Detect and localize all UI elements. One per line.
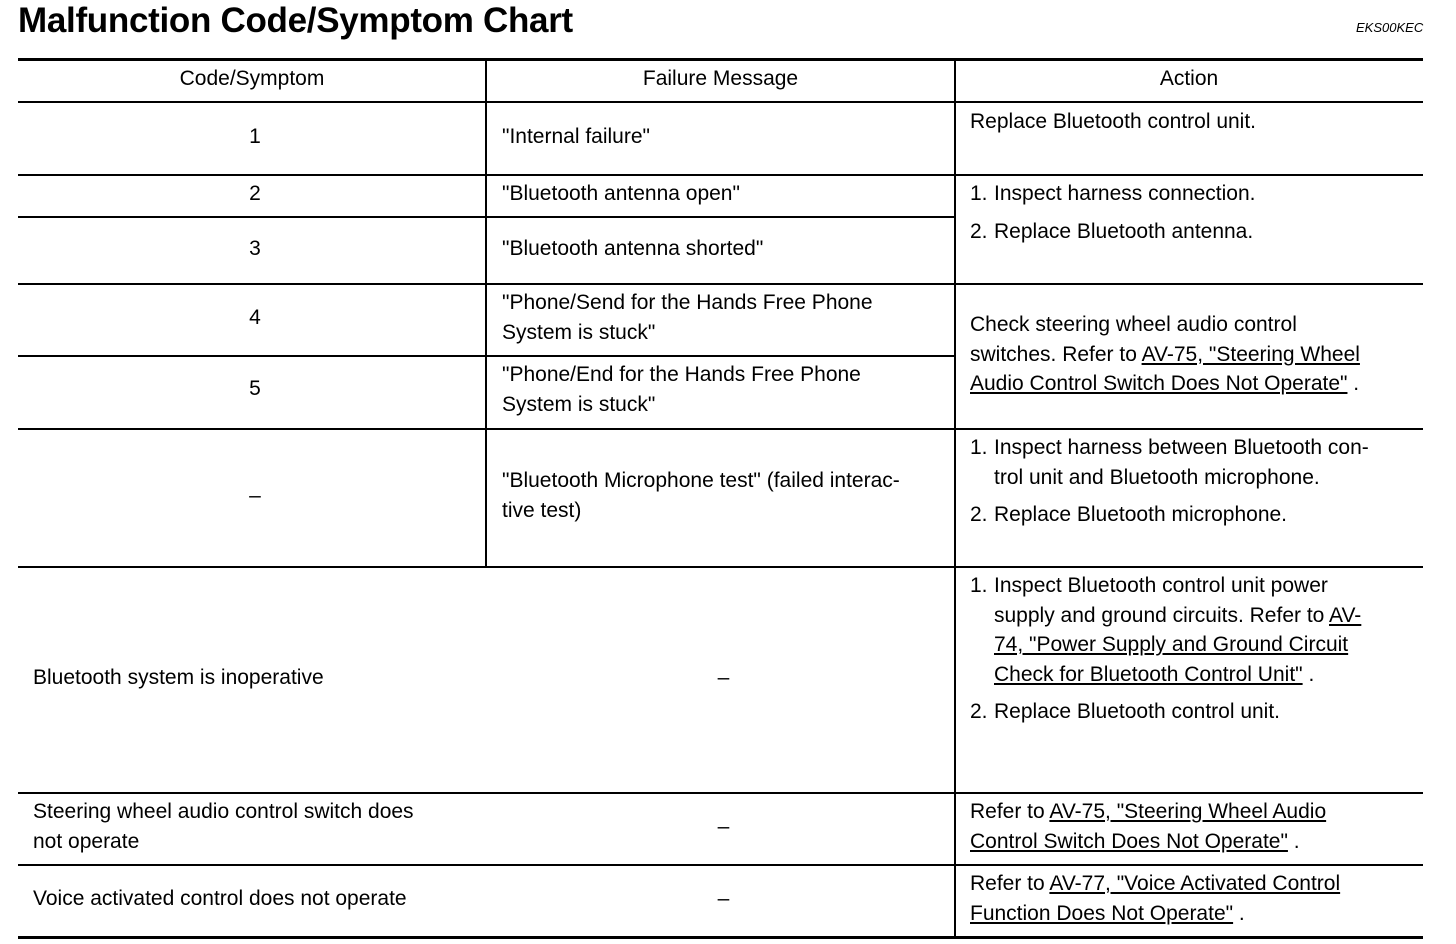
column-divider — [954, 60, 956, 937]
step-text — [994, 630, 1361, 660]
step-number: 1. — [970, 574, 988, 597]
code-cell: 2 — [249, 182, 261, 205]
failure-message-cell: – — [717, 887, 730, 910]
action-line — [970, 340, 1360, 370]
failure-message-cell: "Internal failure" — [502, 125, 650, 148]
header-code-symptom: Code/Symptom — [179, 67, 325, 90]
step-number: 1. — [970, 182, 988, 205]
code-cell: 4 — [249, 306, 261, 329]
document-code: EKS00KEC — [1356, 20, 1424, 35]
action-line — [970, 369, 1360, 399]
action-text: switches. Refer to — [970, 342, 1142, 366]
step-text: Replace Bluetooth control unit. — [994, 700, 1281, 723]
step-text: trol unit and Bluetooth microphone. — [994, 465, 1320, 489]
page-title: Malfunction Code/Symptom Chart — [18, 1, 573, 40]
symptom-line: Steering wheel audio control switch does — [33, 800, 414, 823]
row-divider — [18, 174, 1423, 176]
row-divider — [18, 864, 1423, 866]
action-step — [970, 571, 1361, 689]
action-text: . — [1347, 372, 1360, 395]
step-text: Inspect Bluetooth control unit power — [994, 574, 1328, 597]
reference-link[interactable]: Control Switch Does Not Operate" — [970, 829, 1288, 853]
header-action: Action — [1159, 67, 1219, 90]
step-number: 1. — [970, 436, 988, 459]
action-cell — [970, 797, 1326, 856]
header-failure-message: Failure Message — [642, 67, 799, 90]
action-cell — [970, 433, 1369, 530]
row-divider — [18, 428, 1423, 430]
action-line: Check steering wheel audio control — [970, 313, 1297, 336]
symptom-cell — [33, 797, 414, 856]
step-text: Inspect harness between Bluetooth con- — [994, 436, 1369, 459]
action-line — [970, 899, 1340, 929]
reference-link[interactable]: AV-75, "Steering Wheel — [1141, 342, 1360, 366]
action-step — [970, 217, 1256, 247]
step-number: 2. — [970, 503, 988, 526]
reference-link[interactable]: 74, "Power Supply and Ground Circuit — [994, 633, 1349, 656]
step-text — [994, 601, 1361, 631]
table-top-border — [18, 58, 1423, 61]
failure-message-cell — [502, 288, 873, 347]
message-line: tive test) — [502, 498, 582, 522]
action-text: . — [1233, 901, 1245, 925]
row-divider — [18, 355, 955, 357]
symptom-cell: Bluetooth system is inoperative — [33, 666, 324, 689]
failure-message-cell: "Bluetooth antenna shorted" — [502, 237, 764, 260]
failure-message-cell — [502, 360, 861, 419]
code-cell: 1 — [249, 125, 261, 148]
action-line — [970, 827, 1326, 857]
action-text: . — [1287, 829, 1300, 853]
action-cell — [970, 869, 1340, 928]
symptom-cell: Voice activated control does not operate — [33, 887, 407, 910]
action-step — [970, 500, 1369, 530]
message-line: System is stuck" — [502, 320, 656, 344]
reference-link[interactable]: AV-75, "Steering Wheel Audio — [1049, 800, 1327, 823]
code-cell: – — [249, 484, 261, 507]
action-text: Refer to — [970, 872, 1050, 895]
failure-message-cell: – — [717, 666, 730, 689]
malfunction-table — [18, 58, 1423, 941]
message-line: "Bluetooth Microphone test" (failed interac- — [502, 469, 900, 492]
reference-link[interactable]: Function Does Not Operate" — [970, 901, 1234, 925]
table-bottom-border — [18, 936, 1423, 939]
step-text — [994, 660, 1361, 690]
failure-message-cell: – — [717, 815, 730, 838]
step-text: Replace Bluetooth antenna. — [994, 219, 1254, 243]
action-step — [970, 433, 1369, 492]
row-divider — [18, 283, 1423, 285]
action-line — [970, 797, 1326, 827]
message-line: "Phone/Send for the Hands Free Phone — [502, 291, 873, 314]
code-cell: 5 — [249, 377, 261, 400]
failure-message-cell — [502, 466, 900, 525]
reference-link[interactable]: Audio Control Switch Does Not Operate" — [970, 372, 1348, 395]
header-divider — [18, 101, 1423, 103]
action-cell — [970, 179, 1256, 246]
code-cell: 3 — [249, 237, 261, 260]
reference-link[interactable]: Check for Bluetooth Control Unit" — [994, 662, 1303, 686]
action-step — [970, 179, 1256, 209]
row-divider — [18, 566, 1423, 568]
step-text-part: . — [1302, 662, 1315, 686]
reference-link[interactable]: AV-77, "Voice Activated Control — [1049, 872, 1341, 895]
step-text: Replace Bluetooth microphone. — [994, 503, 1288, 526]
action-line — [970, 869, 1340, 899]
step-number: 2. — [970, 700, 988, 723]
step-text-part: supply and ground circuits. Refer to — [994, 603, 1330, 627]
step-number: 2. — [970, 219, 988, 243]
action-step — [970, 697, 1361, 727]
step-text: Inspect harness connection. — [994, 182, 1256, 205]
message-line: System is stuck" — [502, 392, 656, 416]
failure-message-cell: "Bluetooth antenna open" — [502, 182, 740, 205]
action-text: Refer to — [970, 800, 1050, 823]
reference-link[interactable]: AV- — [1329, 603, 1362, 627]
row-divider — [18, 216, 955, 218]
action-cell: Replace Bluetooth control unit. — [970, 110, 1257, 133]
symptom-line: not operate — [33, 829, 140, 853]
message-line: "Phone/End for the Hands Free Phone — [502, 363, 861, 386]
action-cell — [970, 571, 1361, 727]
action-cell — [970, 310, 1360, 399]
row-divider — [18, 792, 1423, 794]
